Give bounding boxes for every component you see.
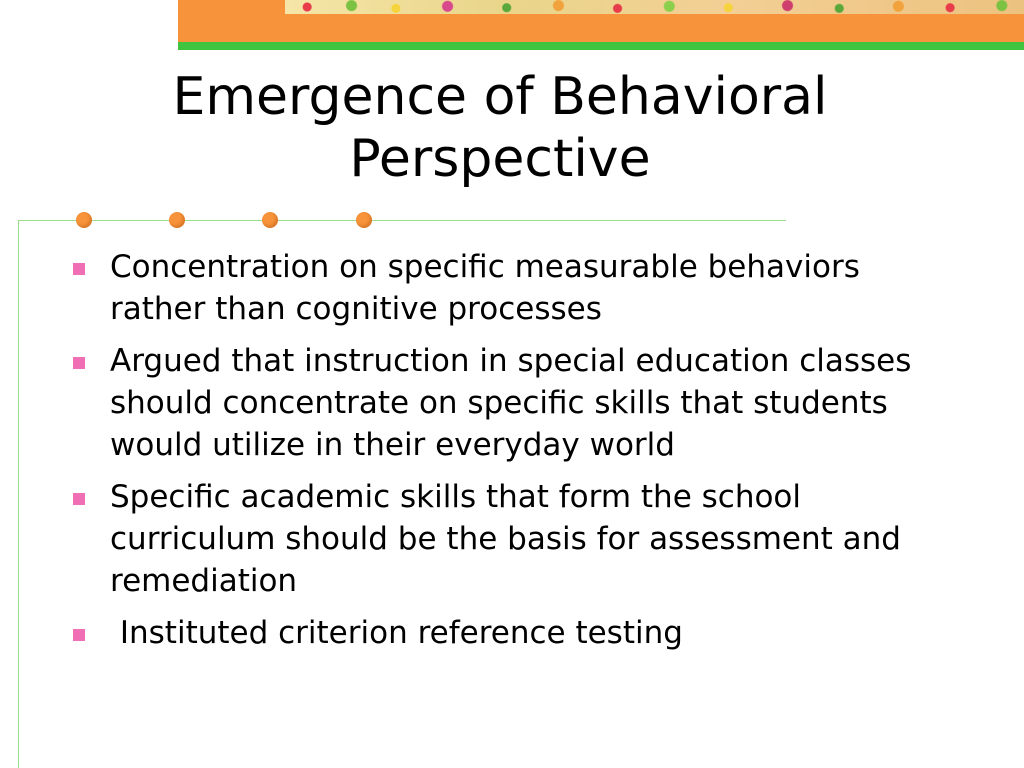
bullet-item bbox=[70, 340, 930, 466]
orange-dot-icon bbox=[169, 212, 185, 228]
bullet-text: Argued that instruction in special education classes should concentrate on specific skills that students would utilize in their everyday world bbox=[110, 343, 912, 463]
orange-dot-icon bbox=[76, 212, 92, 228]
bullet-item bbox=[70, 612, 930, 654]
bullet-text: Concentration on specific measurable behaviors rather than cognitive processes bbox=[110, 249, 860, 327]
orange-dot-icon bbox=[262, 212, 278, 228]
header-green-band bbox=[178, 42, 1024, 50]
title-line-1: Emergence of Behavioral bbox=[172, 67, 828, 127]
bullet-item bbox=[70, 476, 930, 602]
bullet-item bbox=[70, 246, 930, 330]
vertical-divider bbox=[18, 220, 19, 768]
header-floral-image bbox=[285, 0, 1024, 14]
square-bullet-icon bbox=[73, 263, 85, 275]
orange-dot-icon bbox=[356, 212, 372, 228]
title-line-2: Perspective bbox=[349, 129, 651, 189]
square-bullet-icon bbox=[73, 493, 85, 505]
slide-title bbox=[90, 66, 910, 190]
square-bullet-icon bbox=[73, 357, 85, 369]
square-bullet-icon bbox=[73, 629, 85, 641]
bullet-text: Specific academic skills that form the school curriculum should be the basis for assessment and remediation bbox=[110, 479, 901, 599]
bullet-list bbox=[70, 246, 930, 664]
bullet-text: Instituted criterion reference testing bbox=[110, 615, 683, 651]
horizontal-divider bbox=[18, 220, 786, 221]
